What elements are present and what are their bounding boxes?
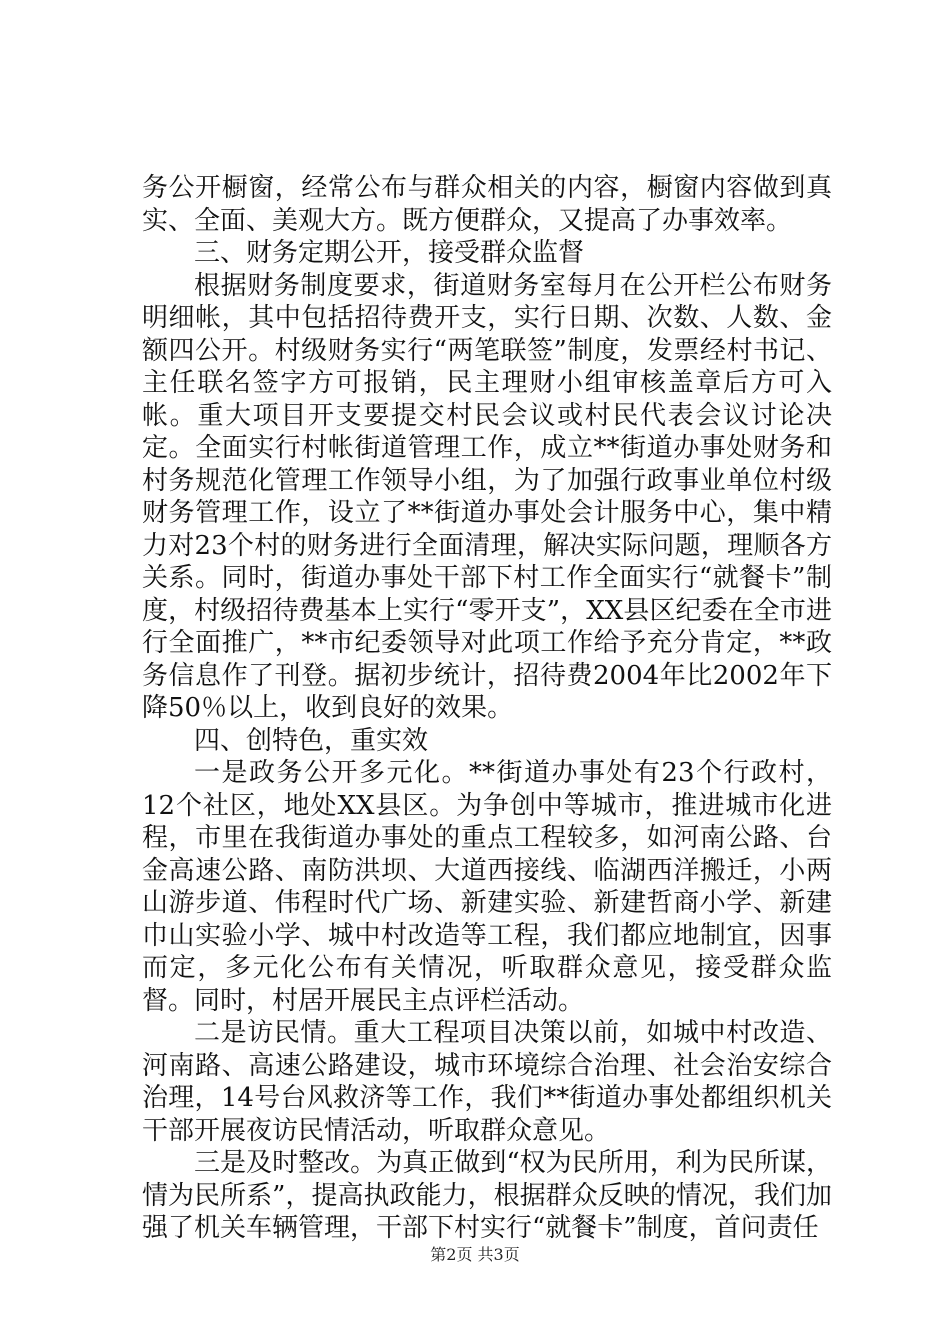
paragraph-continuation: 务公开橱窗，经常公布与群众相关的内容，橱窗内容做到真实、全面、美观大方。既方便群众，又提高了办事效率。 bbox=[142, 173, 832, 236]
paragraph-diversified: 一是政务公开多元化。**街道办事处有23个行政村，12个社区，地处XX县区。为争创中等城市，推进城市化进程，市里在我街道办事处的重点工程较多，如河南公路、台金高速公路、南防洪坝、大道西接线、临湖西洋搬迁，小两山游步道、伟程时代广场、新建实验、新建哲商小学、新建巾山实验小学、城中村改造等工程，我们都应地制宜，因事而定，多元化公布有关情况，听取群众意见，接受群众监督。同时，村居开展民主点评栏活动。 bbox=[142, 758, 832, 1016]
page-footer: 第2页 共3页 bbox=[430, 1245, 520, 1264]
section-heading-four: 四、创特色，重实效 bbox=[194, 725, 429, 756]
paragraph-rectify: 三是及时整改。为真正做到“权为民所用，利为民所谋，情为民所系”，提高执政能力，根据群众反映的情况，我们加强了机关车辆管理，干部下村实行“就餐卡”制度，首问责任 bbox=[142, 1148, 832, 1243]
document-body bbox=[142, 172, 832, 1245]
paragraph-finance: 根据财务制度要求，街道财务室每月在公开栏公布财务明细帐，其中包括招待费开支，实行日期、次数、人数、金额四公开。村级财务实行“两笔联签”制度，发票经村书记、主任联名签字方可报销，民主理财小组审核盖章后方可入帐。重大项目开支要提交村民会议或村民代表会议讨论决定。全面实行村帐街道管理工作，成立**街道办事处财务和村务规范化管理工作领导小组，为了加强行政事业单位村级财务管理工作，设立了**街道办事处会计服务中心，集中精力对23个村的财务进行全面清理，解决实际问题，理顺各方关系。同时，街道办事处干部下村工作全面实行“就餐卡”制度，村级招待费基本上实行“零开支”，XX县区纪委在全市进行全面推广，**市纪委领导对此项工作给予充分肯定，**政务信息作了刊登。据初步统计，招待费2004年比2002年下降50％以上，收到良好的效果。 bbox=[142, 270, 832, 723]
paragraph-visit: 二是访民情。重大工程项目决策以前，如城中村改造、河南路、高速公路建设，城市环境综合治理、社会治安综合治理，14号台风救济等工作，我们**街道办事处都组织机关干部开展夜访民情活动，听取群众意见。 bbox=[142, 1018, 832, 1146]
section-heading-three: 三、财务定期公开，接受群众监督 bbox=[194, 238, 585, 268]
